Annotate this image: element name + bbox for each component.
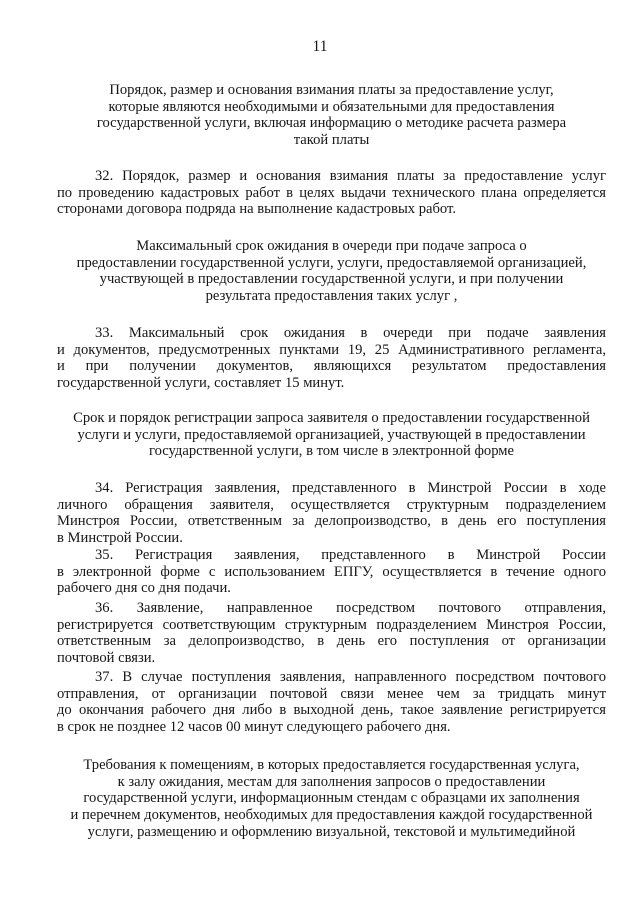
paragraph-line: государственной услуги, составляет 15 минут. xyxy=(57,375,345,392)
heading-line: государственной услуги, информационным стендам с образцами их заполнения xyxy=(83,790,580,807)
paragraph-34 xyxy=(57,480,606,547)
paragraph-line: в срок не позднее 12 часов 00 минут следующего рабочего дня. xyxy=(57,719,451,736)
paragraph-line: и документов, предусмотренных пунктами 19, 25 Административного регламента, xyxy=(57,341,606,358)
heading-line: и перечнем документов, необходимых для предоставления каждой государственной xyxy=(70,807,593,824)
paragraph-line: по проведению кадастровых работ в целях выдачи технического плана определяется xyxy=(57,184,606,201)
paragraph-line: 32. Порядок, размер и основания взимания платы за предоставление услуг xyxy=(95,168,606,184)
heading-line: Требования к помещениям, в которых предоставляется государственная услуга, xyxy=(83,757,580,773)
paragraph-line: рабочего дня со дня подачи. xyxy=(57,580,231,597)
paragraph-line: до окончания рабочего дня либо в выходной день, такое заявление регистрируется xyxy=(57,702,606,719)
paragraph-line: 34. Регистрация заявления, представленного в Минстрой России в ходе xyxy=(95,480,606,496)
paragraph-line: в электронной форме с использованием ЕПГУ, осуществляется в течение одного xyxy=(57,563,606,580)
heading-line: участвующей в предоставлении государственной услуги, и при получении xyxy=(99,271,564,288)
paragraph-line: сторонами договора подряда на выполнение кадастровых работ. xyxy=(57,201,456,218)
paragraph-line: ответственным за делопроизводство, в день его поступления от организации xyxy=(57,633,606,650)
page-number: 11 xyxy=(312,38,328,55)
paragraph-line: в Минстрой России. xyxy=(57,530,183,547)
paragraph-line: Минстроя России, ответственным за делопроизводство, в день его поступления xyxy=(57,513,606,530)
heading-line: государственной услуги, в том числе в электронной форме xyxy=(148,443,515,460)
section-heading-premises xyxy=(57,757,606,841)
paragraph-line: регистрируется соответствующим структурным подразделением Минстроя России, xyxy=(57,616,606,633)
heading-line: такой платы xyxy=(293,132,370,149)
paragraph-line: почтовой связи. xyxy=(57,650,156,667)
paragraph-line: 36. Заявление, направленное посредством почтового отправления, xyxy=(95,600,606,616)
heading-line: результата предоставления таких услуг , xyxy=(205,288,458,305)
paragraph-line: 33. Максимальный срок ожидания в очереди при подаче заявления xyxy=(95,325,606,341)
heading-line: предоставлении государственной услуги, услуги, предоставляемой организацией, xyxy=(76,254,587,271)
heading-line: которые являются необходимыми и обязательными для предоставления xyxy=(108,98,555,115)
paragraph-line: личного обращения заявителя, осуществляется структурным подразделением xyxy=(57,496,606,513)
paragraph-36 xyxy=(57,600,606,667)
heading-line: Порядок, размер и основания взимания платы за предоставление услуг, xyxy=(109,82,554,98)
paragraph-line: 35. Регистрация заявления, представленного в Минстрой России xyxy=(95,547,606,563)
paragraph-32 xyxy=(57,168,606,218)
paragraph-line: 37. В случае поступления заявления, направленного посредством почтового xyxy=(95,669,606,685)
paragraph-line: отправления, от организации почтовой связи менее чем за тридцать минут xyxy=(57,685,606,702)
paragraph-37 xyxy=(57,669,606,736)
heading-line: к залу ожидания, местам для заполнения запросов о предоставлении xyxy=(117,773,546,790)
heading-line: государственной услуги, включая информацию о методике расчета размера xyxy=(96,115,567,132)
heading-line: Максимальный срок ожидания в очереди при подаче запроса о xyxy=(136,238,527,254)
paragraph-line: и при получении документов, являющихся результатом предоставления xyxy=(57,358,606,375)
paragraph-33 xyxy=(57,325,606,392)
heading-line: услуги и услуги, предоставляемой организацией, участвующей в предоставлении xyxy=(77,426,586,443)
heading-line: услуги, размещению и оформлению визуальной, текстовой и мультимедийной xyxy=(87,823,576,840)
heading-line: Срок и порядок регистрации запроса заявителя о предоставлении государственной xyxy=(73,410,590,426)
section-heading-fee xyxy=(57,82,606,149)
section-heading-waiting xyxy=(57,238,606,305)
section-heading-registration xyxy=(57,410,606,460)
paragraph-35 xyxy=(57,547,606,597)
